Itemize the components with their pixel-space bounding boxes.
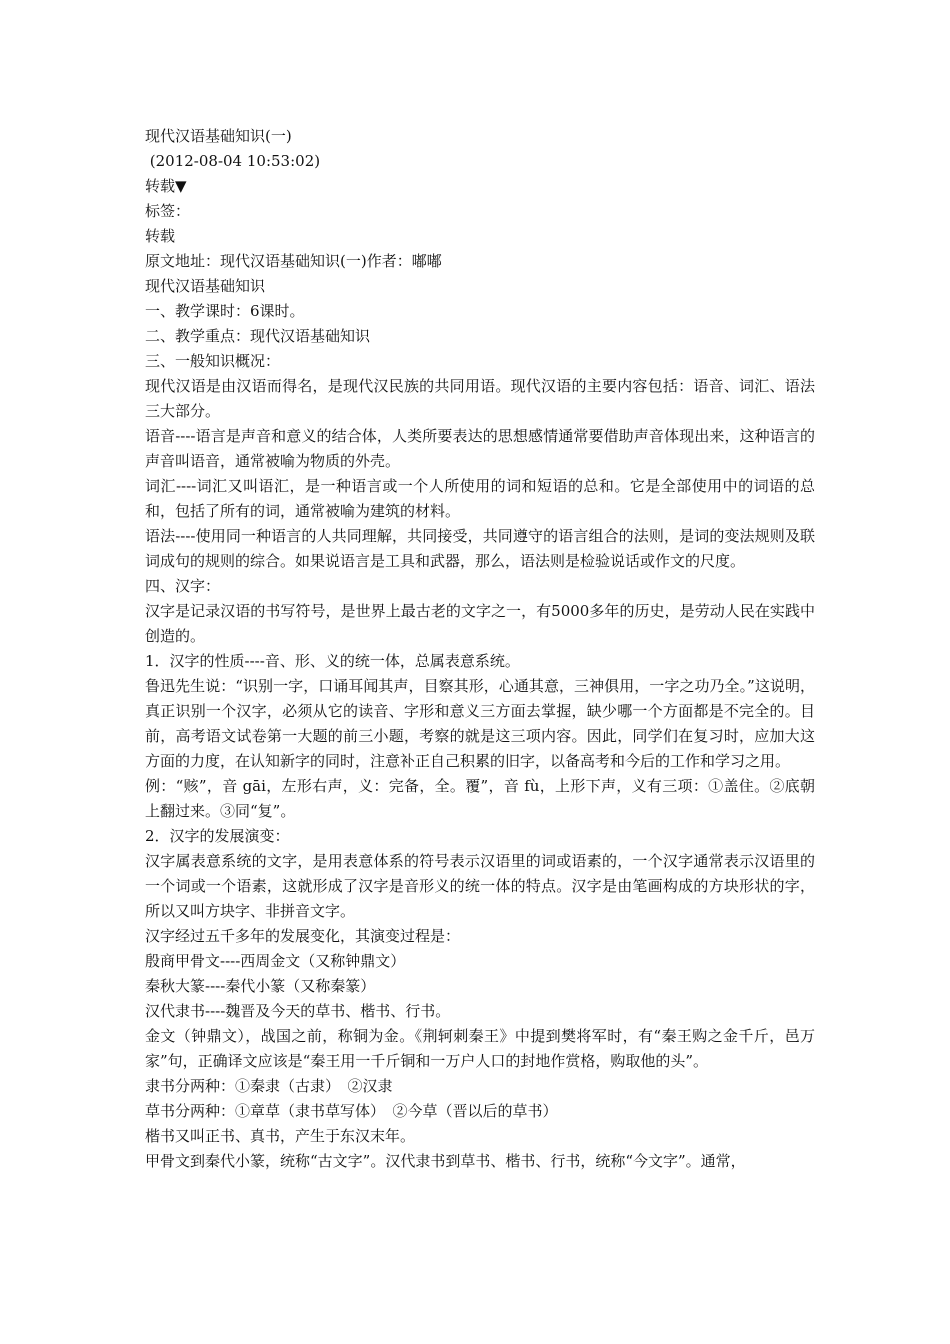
paragraph: 鲁迅先生说：“识别一字，口诵耳闻其声，目察其形，心通其意，三神俱用，一字之功乃全。”这说明，真正识别一个汉字，必须从它的读音、字形和意义三方面去掌握，缺少哪一个方面都是不完全的。目前，高考语文试卷第一大题的前三小题，考察的就是这三项内容。因此，同学们在复习时，应加大这方面的力度，在认知新字的同时，注意补正自己积累的旧字，以备高考和今后的工作和学习之用。: [145, 677, 815, 770]
source-line: 原文地址：现代汉语基础知识(一)作者：嘟嘟: [145, 252, 442, 270]
paragraph: 2．汉字的发展演变：: [145, 827, 290, 845]
tag-repost[interactable]: 转载: [145, 227, 176, 245]
paragraph: 一、教学课时：6课时。: [145, 302, 305, 320]
paragraph: 1．汉字的性质----音、形、义的统一体，总属表意系统。: [145, 652, 520, 670]
paragraph: 例：“赅”，音 gāi，左形右声，义：完备，全。覆”，音 fù，上形下声，义有三项：①盖住。②底朝上翻过来。③同“复”。: [145, 777, 815, 820]
paragraph: 汉字是记录汉语的书写符号，是世界上最古老的文字之一，有5000多年的历史，是劳动人民在实践中创造的。: [145, 602, 815, 645]
paragraph: 秦秋大篆----秦代小篆（又称秦篆）: [145, 977, 376, 995]
paragraph: 三、一般知识概况：: [145, 352, 281, 370]
paragraph: 现代汉语是由汉语而得名，是现代汉民族的共同用语。现代汉语的主要内容包括：语音、词汇、语法三大部分。: [145, 377, 815, 420]
paragraph: 二、教学重点：现代汉语基础知识: [145, 327, 371, 345]
paragraph: 四、汉字：: [145, 577, 221, 595]
repost-toggle[interactable]: 转载▼: [145, 177, 187, 195]
tags-label: 标签：: [145, 202, 191, 220]
paragraph: 殷商甲骨文----西周金文（又称钟鼎文）: [145, 952, 406, 970]
paragraph: 汉字经过五千多年的发展变化，其演变过程是：: [145, 927, 461, 945]
paragraph: 语音----语言是声音和意义的结合体，人类所要表达的思想感情通常要借助声音体现出来，这种语言的声音叫语音，通常被喻为物质的外壳。: [145, 427, 815, 470]
paragraph: 隶书分两种：①秦隶（古隶） ②汉隶: [145, 1077, 393, 1095]
paragraph: 甲骨文到秦代小篆，统称“古文字”。汉代隶书到草书、楷书、行书，统称“今文字”。通常，: [145, 1152, 746, 1170]
paragraph: 草书分两种：①章草（隶书草写体） ②今草（晋以后的草书）: [145, 1102, 558, 1120]
post-timestamp: (2012-08-04 10:53:02): [145, 152, 321, 170]
document-body: [145, 124, 815, 1174]
paragraph: 楷书又叫正书、真书，产生于东汉末年。: [145, 1127, 416, 1145]
paragraph: 金文（钟鼎文），战国之前，称铜为金。《荆轲刺秦王》中提到樊将军时，有“秦王购之金千斤，邑万家”句，正确译文应该是“秦王用一千斤铜和一万户人口的封地作赏格，购取他的头”。: [145, 1027, 815, 1070]
paragraph: 词汇----词汇又叫语汇，是一种语言或一个人所使用的词和短语的总和。它是全部使用中的词语的总和，包括了所有的词，通常被喻为建筑的材料。: [145, 477, 815, 520]
paragraph: 汉字属表意系统的文字，是用表意体系的符号表示汉语里的词或语素的，一个汉字通常表示汉语里的一个词或一个语素，这就形成了汉字是音形义的统一体的特点。汉字是由笔画构成的方块形状的字，所以又叫方块字、非拼音文字。: [145, 852, 815, 920]
paragraph: 语法----使用同一种语言的人共同理解，共同接受，共同遵守的语言组合的法则，是词的变法规则及联词成句的规则的综合。如果说语言是工具和武器，那么，语法则是检验说话或作文的尺度。: [145, 527, 815, 570]
paragraph: 汉代隶书----魏晋及今天的草书、楷书、行书。: [145, 1002, 451, 1020]
section-heading: 现代汉语基础知识: [145, 277, 266, 295]
document-title: 现代汉语基础知识(一): [145, 127, 292, 145]
